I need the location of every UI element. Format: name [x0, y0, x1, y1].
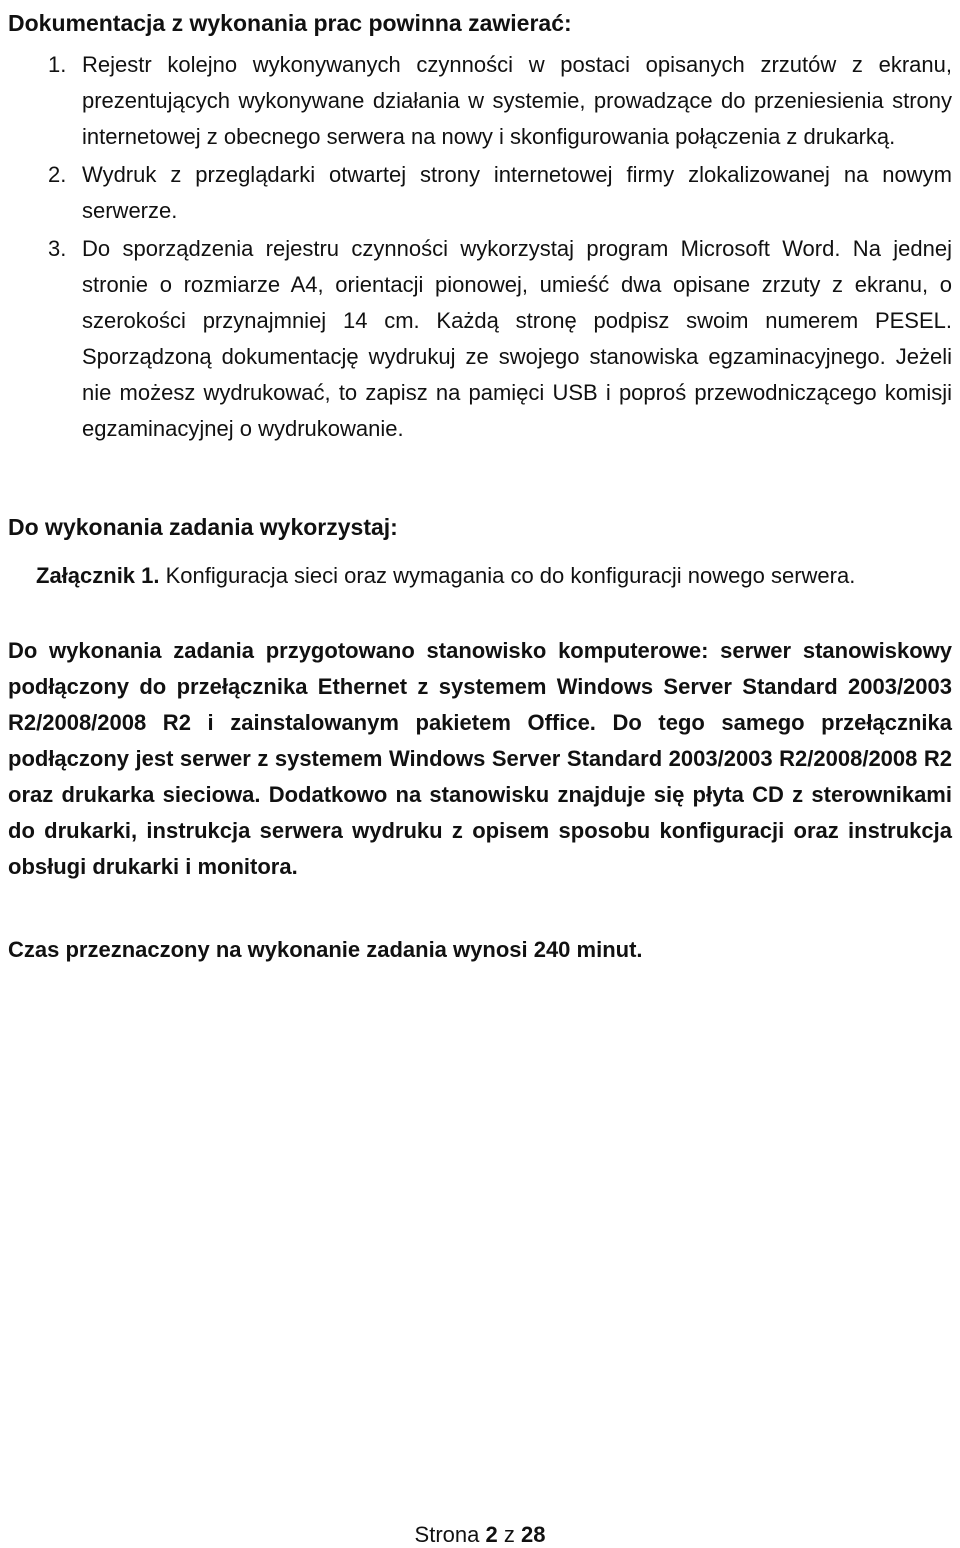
page-footer	[0, 1522, 960, 1548]
attachment-reference	[36, 560, 880, 591]
list-item-number: 3.	[48, 236, 67, 261]
documentation-heading: Dokumentacja z wykonania prac powinna zawierać:	[8, 10, 572, 36]
page-number: 2	[485, 1522, 498, 1547]
list-item-number: 2.	[48, 162, 67, 187]
page-total: 28	[520, 1522, 546, 1547]
attachment-label: Załącznik 1.	[36, 563, 160, 588]
attachment-text: Konfiguracja sieci oraz wymagania co do konfiguracji nowego serwera.	[159, 563, 856, 588]
list-item-text: Rejestr kolejno wykonywanych czynności w postaci opisanych zrzutów z ekranu, prezentujących wykonywane działania w systemie, prowadzące do przeniesienia strony internetowej z obecnego serwera na nowy i skonfigurowania połączenia z drukarką.	[82, 52, 952, 149]
time-note: Czas przeznaczony na wykonanie zadania wynosi 240 minut.	[8, 937, 643, 962]
list-item-text: Wydruk z przeglądarki otwartej strony internetowej firmy zlokalizowanej na nowym serwerze.	[82, 162, 952, 223]
list-item-text: Do sporządzenia rejestru czynności wykorzystaj program Microsoft Word. Na jednej stronie o rozmiarze A4, orientacji pionowej, umieść dwa opisane zrzuty z ekranu, o szerokości przynajmniej 14 cm. Każdą stronę podpisz swoim numerem PESEL. Sporządzoną dokumentację wydrukuj ze swojego stanowiska egzaminacyjnego. Jeżeli nie możesz wydrukować, to zapisz na pamięci USB i poproś przewodniczącego komisji egzaminacyjnej o wydrukowanie.	[82, 236, 952, 441]
list-item	[48, 157, 952, 229]
list-item-number: 1.	[48, 52, 67, 77]
footer-prefix: Strona	[414, 1522, 486, 1547]
tools-heading: Do wykonania zadania wykorzystaj:	[8, 514, 398, 540]
footer-middle: z	[497, 1522, 521, 1547]
list-item	[48, 47, 952, 155]
list-item	[48, 231, 952, 447]
documentation-list	[48, 47, 952, 449]
workstation-paragraph: Do wykonania zadania przygotowano stanowisko komputerowe: serwer stanowiskowy podłączony do przełącznika Ethernet z systemem Windows Server Standard 2003/2003 R2/2008/2008 R2 i zainstalowanym pakietem Office. Do tego samego przełącznika podłączony jest serwer z systemem Windows Server Standard 2003/2003 R2/2008/2008 R2 oraz drukarka sieciowa. Dodatkowo na stanowisku znajduje się płyta CD z sterownikami do drukarki, instrukcja serwera wydruku z opisem sposobu konfiguracji oraz instrukcja obsługi drukarki i monitora.	[8, 638, 952, 879]
